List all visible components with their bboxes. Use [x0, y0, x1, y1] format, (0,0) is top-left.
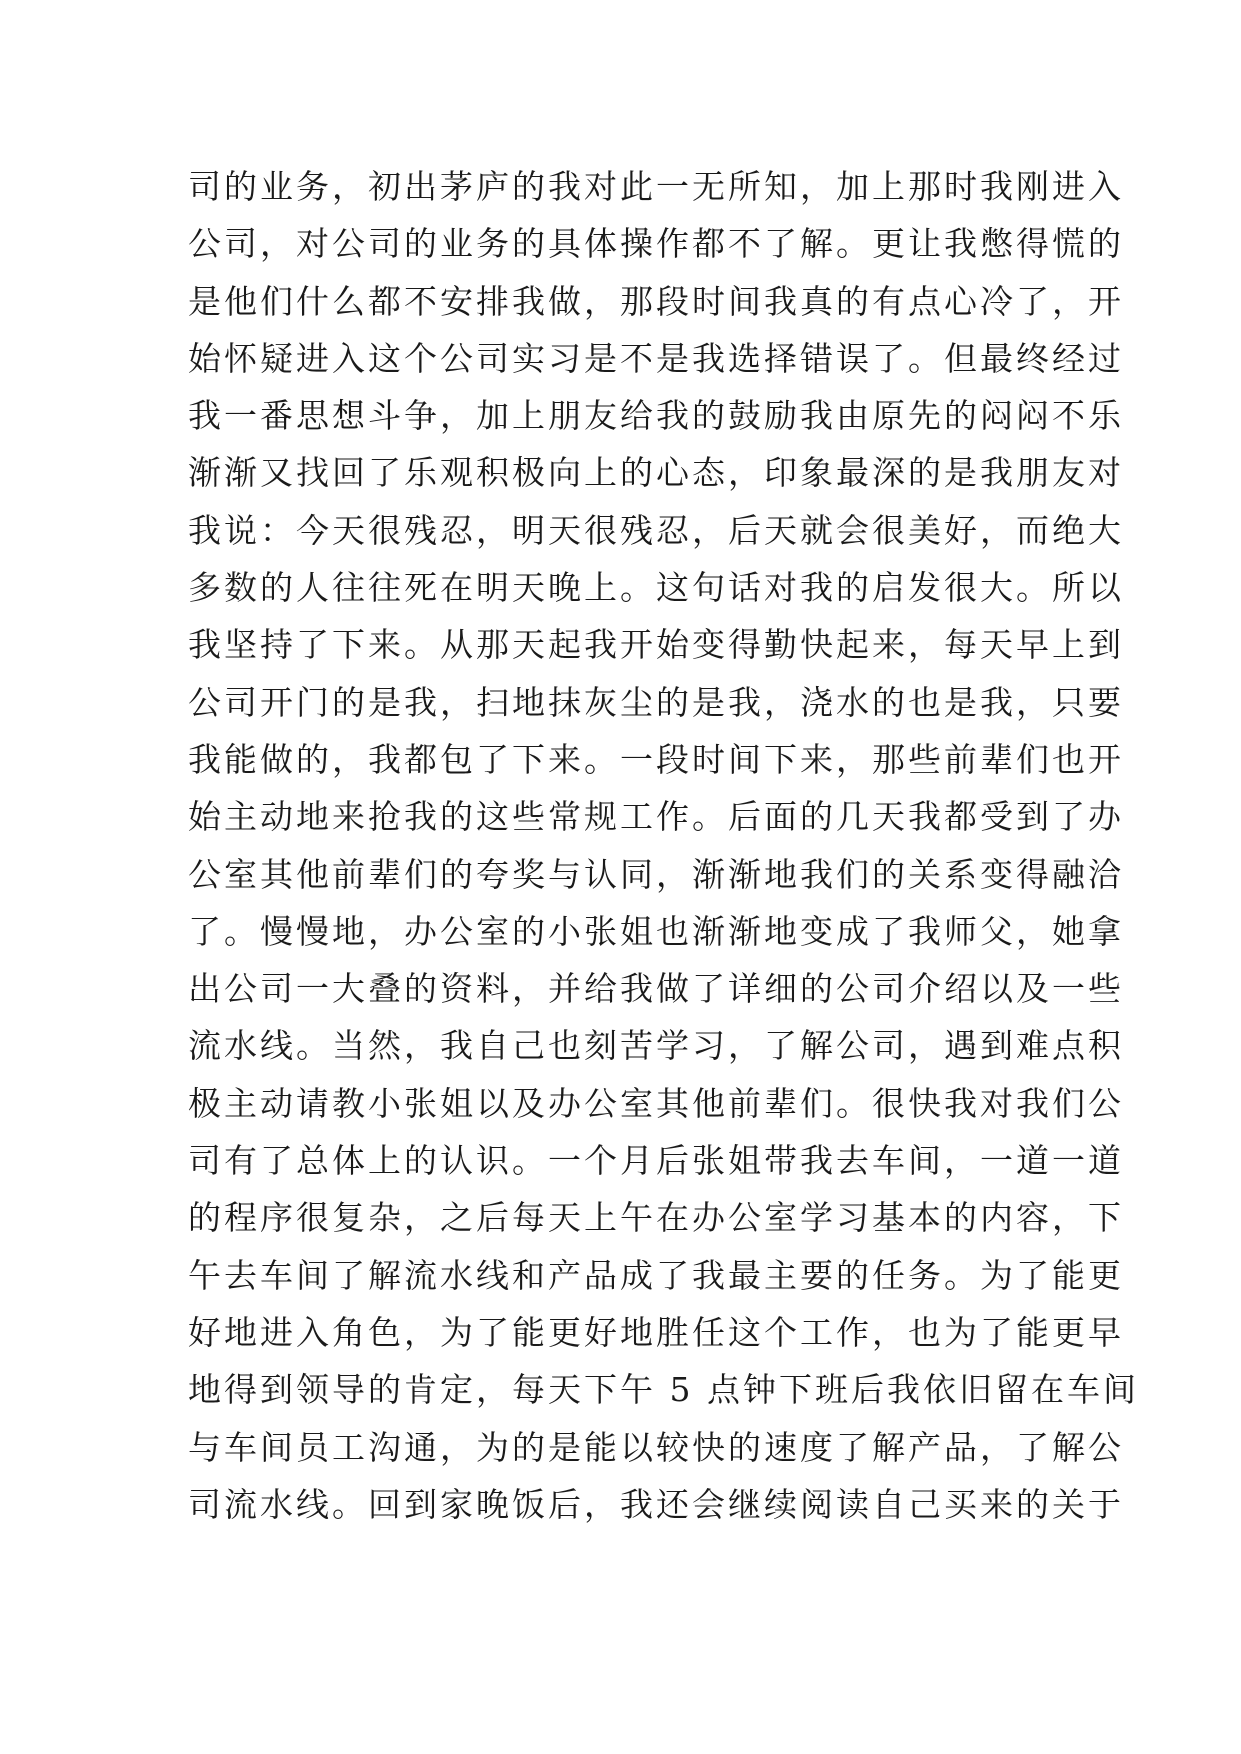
text-line-19: 的程序很复杂，之后每天上午在办公室学习基本的内容，下	[188, 1198, 1124, 1238]
text-line-8: 多数的人往往死在明天晚上。这句话对我的启发很大。所以	[188, 568, 1124, 608]
text-line-3: 是他们什么都不安排我做，那段时间我真的有点心冷了，开	[188, 281, 1124, 321]
text-line-12: 始主动地来抢我的这些常规工作。后面的几天我都受到了办	[188, 797, 1124, 837]
text-line-16: 流水线。当然，我自己也刻苦学习，了解公司，遇到难点积	[188, 1026, 1124, 1066]
text-line-11: 我能做的，我都包了下来。一段时间下来，那些前辈们也开	[188, 739, 1124, 779]
text-line-10: 公司开门的是我，扫地抹灰尘的是我，浇水的也是我，只要	[188, 682, 1124, 722]
body-text	[188, 158, 1139, 1533]
text-line-21: 好地进入角色，为了能更好地胜任这个工作，也为了能更早	[188, 1312, 1124, 1352]
text-line-13: 公室其他前辈们的夸奖与认同，渐渐地我们的关系变得融洽	[188, 854, 1124, 894]
text-line-1: 司的业务，初出茅庐的我对此一无所知，加上那时我刚进入	[188, 167, 1124, 206]
text-line-15: 出公司一大叠的资料，并给我做了详细的公司介绍以及一些	[188, 969, 1124, 1009]
text-line-6: 渐渐又找回了乐观积极向上的心态，印象最深的是我朋友对	[188, 453, 1124, 493]
text-line-24: 司流水线。回到家晚饭后，我还会继续阅读自己买来的关于	[188, 1484, 1124, 1524]
text-line-18: 司有了总体上的认识。一个月后张姐带我去车间，一道一道	[188, 1141, 1124, 1181]
text-line-2: 公司，对公司的业务的具体操作都不了解。更让我憋得慌的	[188, 224, 1124, 264]
text-line-4: 始怀疑进入这个公司实习是不是我选择错误了。但最终经过	[188, 338, 1124, 378]
text-line-22: 地得到领导的肯定，每天下午 5 点钟下班后我依旧留在车间	[188, 1370, 1139, 1410]
text-line-23: 与车间员工沟通，为的是能以较快的速度了解产品，了解公	[188, 1427, 1124, 1467]
text-line-20: 午去车间了解流水线和产品成了我最主要的任务。为了能更	[188, 1255, 1124, 1295]
text-line-14: 了。慢慢地，办公室的小张姐也渐渐地变成了我师父，她拿	[188, 911, 1124, 951]
text-line-7: 我说：今天很残忍，明天很残忍，后天就会很美好，而绝大	[188, 510, 1124, 550]
text-line-9: 我坚持了下来。从那天起我开始变得勤快起来，每天早上到	[188, 625, 1124, 665]
text-line-5: 我一番思想斗争，加上朋友给我的鼓励我由原先的闷闷不乐	[188, 396, 1124, 436]
text-line-17: 极主动请教小张姐以及办公室其他前辈们。很快我对我们公	[188, 1083, 1124, 1123]
